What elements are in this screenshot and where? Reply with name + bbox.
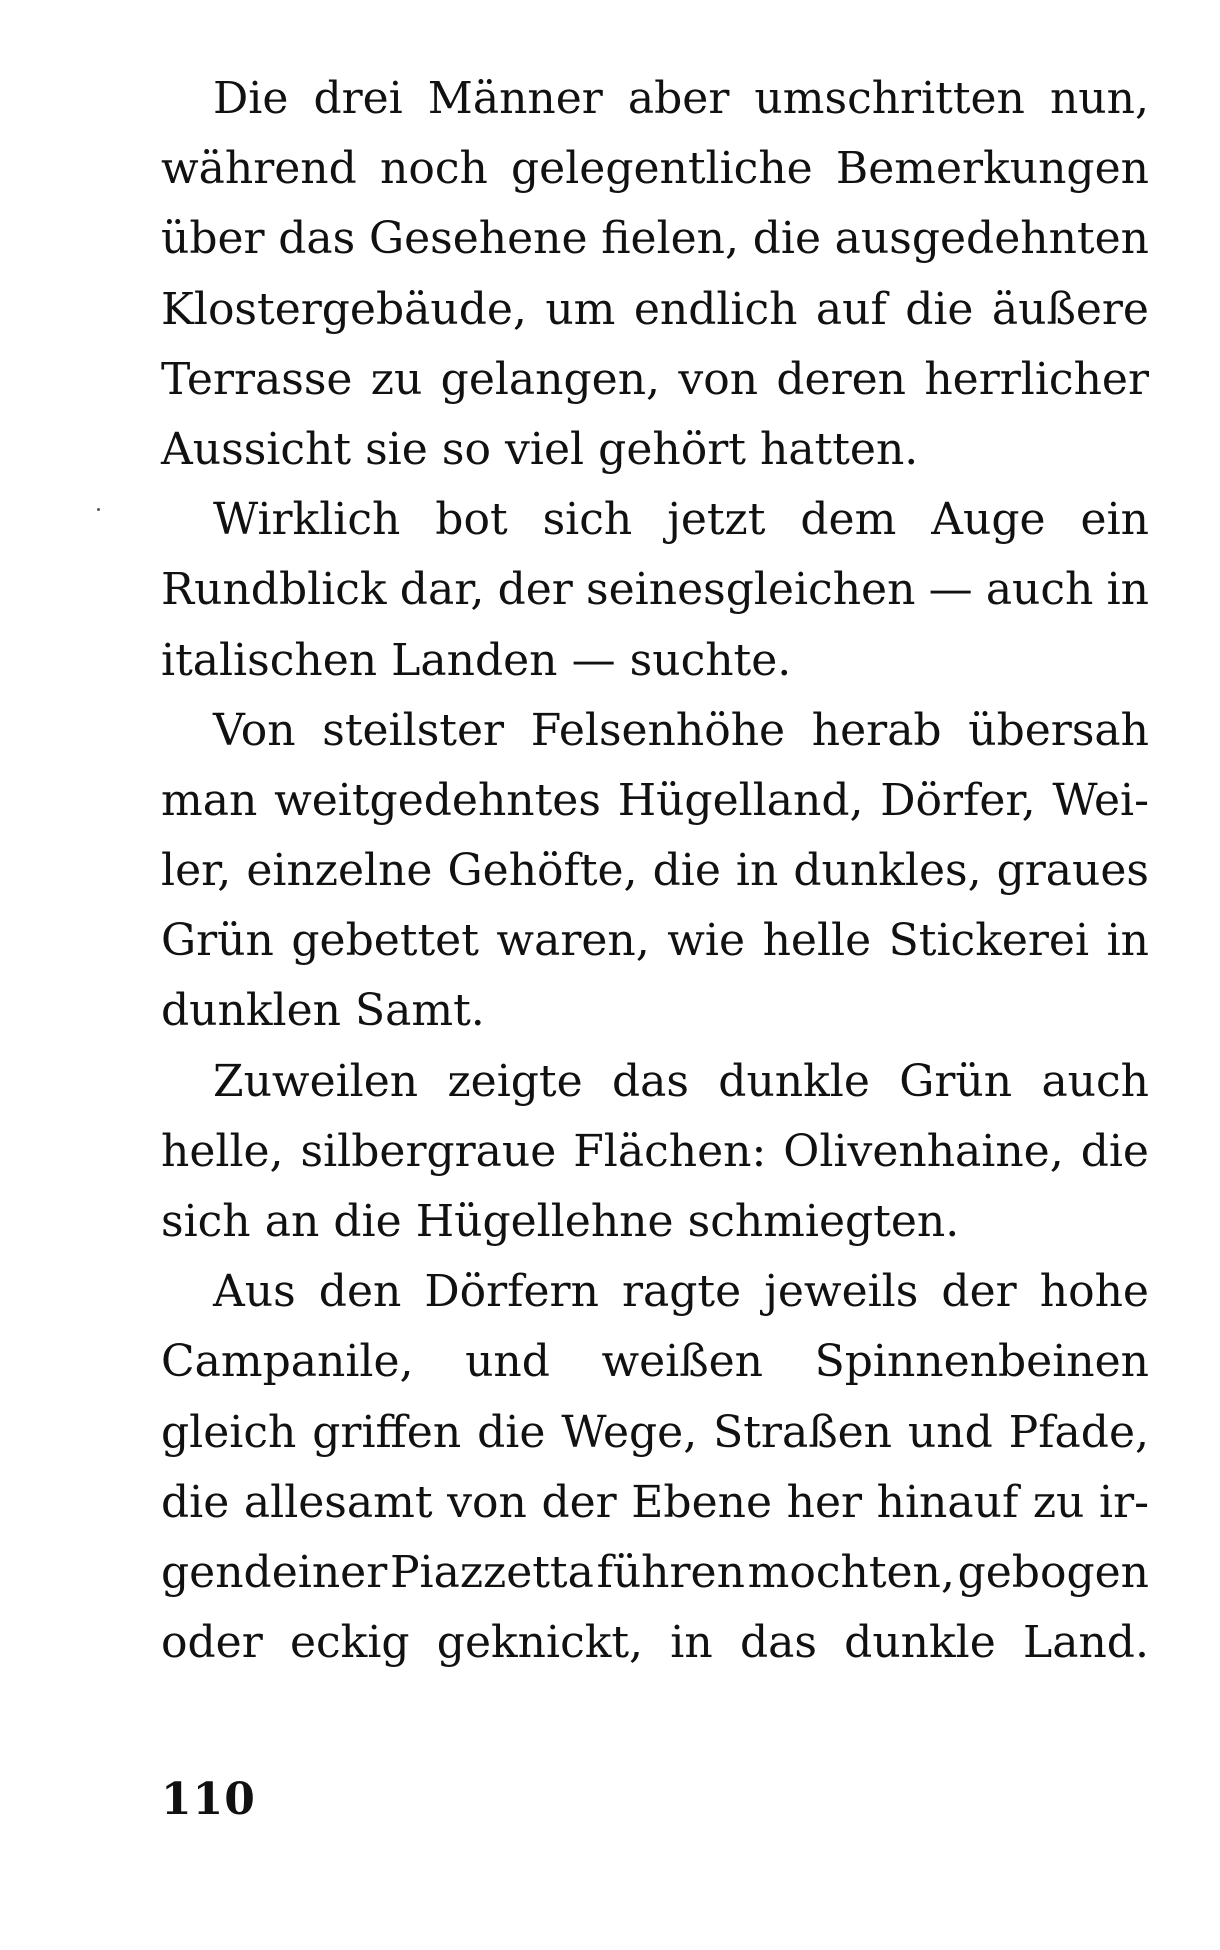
word: man bbox=[161, 774, 258, 826]
word: herab bbox=[811, 704, 942, 756]
text-line bbox=[161, 766, 1149, 836]
word: übersah bbox=[968, 704, 1149, 756]
word: um bbox=[545, 283, 616, 335]
word: zeigte bbox=[447, 1055, 583, 1107]
text-line bbox=[161, 906, 1149, 976]
word: die bbox=[752, 213, 821, 265]
word: den bbox=[318, 1266, 402, 1318]
text-line bbox=[161, 1117, 1149, 1187]
page-number: 110 bbox=[161, 1774, 256, 1825]
word: Dörfer, bbox=[880, 774, 1036, 826]
word: her bbox=[786, 1476, 863, 1528]
word: so bbox=[441, 423, 491, 475]
word: mochten, bbox=[747, 1546, 955, 1598]
word: Die bbox=[213, 73, 289, 124]
word: gelangen, bbox=[440, 353, 661, 405]
word: während bbox=[161, 143, 357, 195]
word: der bbox=[941, 1266, 1017, 1318]
word: äußere bbox=[991, 283, 1149, 335]
word: schmiegten. bbox=[687, 1196, 960, 1247]
word: Terrasse bbox=[161, 353, 353, 405]
text-line bbox=[161, 64, 1149, 134]
word: zu bbox=[1032, 1476, 1085, 1528]
word: die bbox=[652, 845, 721, 897]
word: viel bbox=[505, 423, 585, 475]
text-line bbox=[161, 976, 1149, 1046]
text-line bbox=[161, 415, 1149, 485]
word: — bbox=[571, 634, 616, 686]
word: auch bbox=[1041, 1055, 1149, 1107]
word: sich bbox=[542, 494, 633, 546]
text-line bbox=[161, 1327, 1149, 1397]
word: Dörfern bbox=[424, 1266, 599, 1318]
text-line bbox=[161, 275, 1149, 345]
word: jetzt bbox=[667, 494, 766, 546]
word: dar, bbox=[399, 564, 485, 616]
word: gelegentliche bbox=[511, 143, 813, 195]
word: hatten. bbox=[759, 423, 919, 475]
text-line bbox=[161, 1468, 1149, 1538]
word: führen bbox=[596, 1546, 745, 1598]
word: die bbox=[1080, 1125, 1149, 1177]
word: dem bbox=[800, 494, 897, 546]
word: herrlicher bbox=[924, 353, 1149, 405]
word: einzelne bbox=[246, 845, 433, 897]
word: Stickerei bbox=[888, 915, 1090, 967]
word: ragte bbox=[621, 1266, 742, 1318]
paragraph bbox=[161, 64, 1149, 485]
word: Gesehene bbox=[368, 213, 588, 265]
word: der bbox=[497, 564, 573, 616]
word: Land. bbox=[1023, 1617, 1149, 1669]
word: ein bbox=[1080, 494, 1149, 546]
word: steilster bbox=[322, 704, 505, 756]
word: Olivenhaine, bbox=[783, 1125, 1064, 1177]
paragraph bbox=[161, 696, 1149, 1047]
text-line bbox=[161, 1398, 1149, 1468]
word: drei bbox=[313, 73, 403, 124]
word: hohe bbox=[1039, 1266, 1149, 1318]
word: Gehöfte, bbox=[447, 845, 638, 897]
word: auf bbox=[815, 283, 887, 335]
word: oder bbox=[161, 1617, 263, 1669]
text-line bbox=[161, 555, 1149, 625]
word: in bbox=[735, 845, 779, 897]
word: dunkle bbox=[844, 1617, 996, 1669]
word: das bbox=[739, 1617, 817, 1669]
word: das bbox=[278, 213, 356, 265]
word: Felsenhöhe bbox=[530, 704, 786, 756]
word: Spinnenbeinen bbox=[814, 1336, 1149, 1388]
word: waren, bbox=[496, 915, 650, 967]
word: ir- bbox=[1099, 1476, 1149, 1528]
text-line bbox=[161, 1257, 1149, 1327]
word: Auge bbox=[931, 494, 1046, 546]
word: gebettet bbox=[291, 915, 479, 967]
word: weißen bbox=[601, 1336, 764, 1388]
text-line bbox=[161, 1187, 1149, 1257]
word: die bbox=[905, 283, 974, 335]
word: eckig bbox=[289, 1617, 410, 1669]
word: Pfade, bbox=[1008, 1406, 1149, 1458]
paragraph bbox=[161, 1047, 1149, 1258]
word: gendeiner bbox=[161, 1546, 388, 1598]
word: Landen bbox=[391, 634, 558, 686]
word: die bbox=[477, 1406, 546, 1458]
text-line bbox=[161, 1608, 1149, 1678]
word: dunklen bbox=[161, 985, 341, 1037]
word: italischen bbox=[161, 634, 378, 686]
body-text bbox=[161, 64, 1149, 1678]
word: silbergraue bbox=[300, 1125, 557, 1177]
text-line bbox=[161, 204, 1149, 274]
word: sich bbox=[161, 1196, 251, 1247]
word: Grün bbox=[161, 915, 274, 967]
word: ausgedehnten bbox=[834, 213, 1149, 265]
word: der bbox=[541, 1476, 617, 1528]
margin-speck bbox=[97, 508, 100, 511]
word: in bbox=[670, 1617, 713, 1669]
word: über bbox=[161, 213, 265, 265]
word: Wirklich bbox=[213, 494, 401, 546]
word: sie bbox=[365, 423, 428, 475]
text-line bbox=[161, 696, 1149, 766]
text-line bbox=[161, 626, 1149, 696]
word: und bbox=[465, 1336, 550, 1388]
word: dunkles, bbox=[793, 845, 982, 897]
word: die bbox=[333, 1196, 402, 1247]
word: helle bbox=[762, 915, 872, 967]
word: — bbox=[928, 564, 973, 616]
word: Grün bbox=[899, 1055, 1013, 1107]
text-line bbox=[161, 485, 1149, 555]
word: in bbox=[1106, 915, 1149, 967]
word: Wei- bbox=[1052, 774, 1149, 826]
word: Piazzetta bbox=[389, 1546, 594, 1598]
word: umschritten bbox=[754, 73, 1025, 124]
word: ler, bbox=[161, 845, 232, 897]
word: Bemerkungen bbox=[835, 143, 1149, 195]
paragraph bbox=[161, 485, 1149, 696]
word: die bbox=[161, 1476, 230, 1528]
word: Flächen: bbox=[573, 1125, 767, 1177]
text-line bbox=[161, 345, 1149, 415]
word: Hügelland, bbox=[617, 774, 864, 826]
word: an bbox=[264, 1196, 320, 1247]
word: in bbox=[1106, 564, 1149, 616]
word: Hügellehne bbox=[415, 1196, 674, 1247]
word: zu bbox=[370, 353, 423, 405]
word: Rundblick bbox=[161, 564, 387, 616]
word: wie bbox=[667, 915, 746, 967]
word: Ebene bbox=[631, 1476, 772, 1528]
text-line bbox=[161, 836, 1149, 906]
word: griffen bbox=[312, 1406, 462, 1458]
word: Campanile, bbox=[161, 1336, 414, 1388]
paragraph bbox=[161, 1257, 1149, 1678]
word: weitgedehntes bbox=[274, 774, 601, 826]
word: Klostergebäude, bbox=[161, 283, 527, 335]
word: gleich bbox=[161, 1406, 297, 1458]
word: und bbox=[907, 1406, 993, 1458]
word: von bbox=[447, 1476, 527, 1528]
word: fielen, bbox=[601, 213, 740, 265]
word: seinesgleichen bbox=[586, 564, 916, 616]
word: deren bbox=[776, 353, 907, 405]
word: Samt. bbox=[355, 985, 485, 1037]
word: noch bbox=[380, 143, 488, 195]
word: nun, bbox=[1049, 73, 1149, 124]
word: Aussicht bbox=[161, 423, 352, 475]
word: helle, bbox=[161, 1125, 284, 1177]
word: suchte. bbox=[629, 634, 792, 686]
word: Zuweilen bbox=[213, 1055, 419, 1107]
word: jeweils bbox=[764, 1266, 919, 1318]
word: Wege, bbox=[561, 1406, 698, 1458]
word: auch bbox=[985, 564, 1094, 616]
word: gehört bbox=[598, 423, 746, 475]
word: Männer bbox=[427, 73, 603, 124]
word: gebogen bbox=[957, 1546, 1149, 1598]
word: graues bbox=[996, 845, 1149, 897]
word: hinauf bbox=[876, 1476, 1019, 1528]
text-line bbox=[161, 134, 1149, 204]
word: das bbox=[611, 1055, 689, 1107]
word: allesamt bbox=[243, 1476, 433, 1528]
text-line bbox=[161, 1538, 1149, 1608]
word: bot bbox=[435, 494, 508, 546]
word: Aus bbox=[213, 1266, 296, 1318]
word: endlich bbox=[633, 283, 798, 335]
word: aber bbox=[627, 73, 730, 124]
word: geknickt, bbox=[436, 1617, 644, 1669]
word: von bbox=[678, 353, 759, 405]
word: Von bbox=[213, 704, 296, 756]
word: Straßen bbox=[713, 1406, 892, 1458]
word: dunkle bbox=[718, 1055, 870, 1107]
text-line bbox=[161, 1047, 1149, 1117]
